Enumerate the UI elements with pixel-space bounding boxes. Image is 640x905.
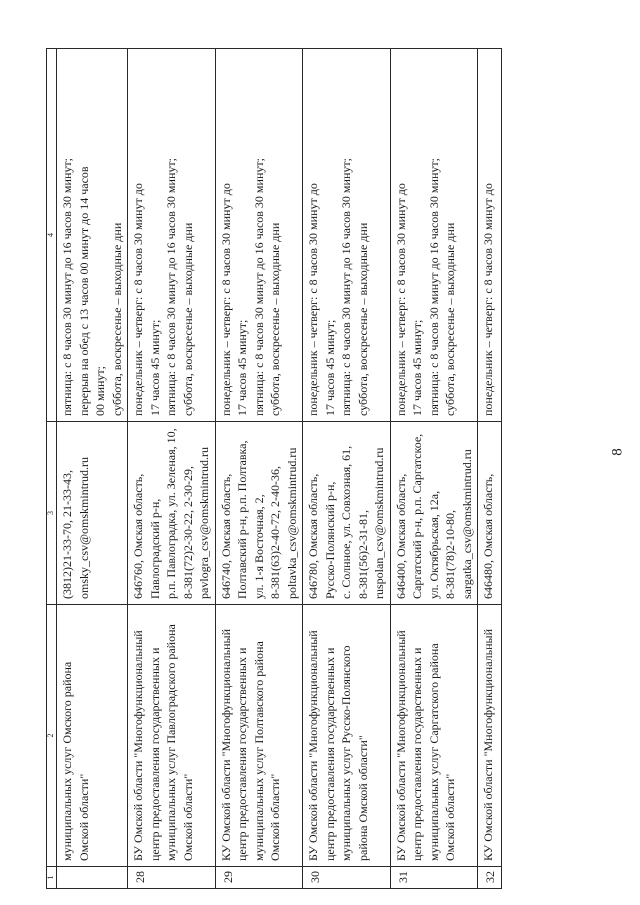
hours-line: пятница: с 8 часов 30 минут до 16 часов 30 минут; bbox=[164, 158, 178, 416]
mfc-offices-table bbox=[46, 48, 502, 889]
hours-line: 17 часов 45 минут; bbox=[410, 319, 424, 416]
contact-line: 8-381(56)2-31-81, bbox=[355, 510, 370, 599]
contact-cell bbox=[303, 422, 391, 605]
table-row bbox=[303, 49, 391, 889]
hours-cell bbox=[57, 49, 128, 422]
organization-line: БУ Омской области "Многофункциональный bbox=[393, 630, 408, 861]
contact-cell bbox=[478, 422, 502, 605]
hours-line: суббота, воскресенье – выходные дни bbox=[443, 222, 457, 416]
row-number bbox=[57, 867, 128, 889]
contact-line: Полтавский р-н, р.п. Полтавка, bbox=[235, 440, 249, 599]
hours-line: пятница: с 8 часов 30 минут до 16 часов 30 минут; bbox=[426, 158, 441, 416]
organization-line: муниципальных услуг Саргатского района bbox=[426, 643, 441, 861]
organization-line: Омской области" bbox=[180, 773, 195, 861]
organization-cell bbox=[128, 605, 216, 867]
column-header: 1 bbox=[47, 867, 57, 889]
contact-cell bbox=[57, 422, 128, 605]
hours-line: понедельник – четверг: с 8 часов 30 минут до bbox=[306, 183, 320, 416]
contact-line: 646760, Омская область, bbox=[131, 473, 145, 599]
contact-cell bbox=[215, 422, 303, 605]
contact-line: (3812)21-33-70, 21-33-43, bbox=[60, 470, 74, 599]
row-number: 29 bbox=[215, 867, 303, 889]
table-row bbox=[57, 49, 128, 889]
hours-line: суббота, воскресенье – выходные дни bbox=[109, 222, 124, 416]
contact-line: 8-381(63)2-40-72, 2-40-36, bbox=[268, 466, 282, 599]
hours-line: пятница: с 8 часов 30 минут до 16 часов 30 минут; bbox=[251, 158, 266, 416]
hours-line: 17 часов 45 минут; bbox=[322, 319, 337, 416]
contact-line: ruspolan_csv@omskmintrud.ru bbox=[372, 447, 386, 599]
contact-line: pavlogra_csv@omskmintrud.ru bbox=[197, 446, 211, 599]
contact-line: omsky_csv@omskmintrud.ru bbox=[76, 456, 91, 599]
column-header: 2 bbox=[47, 605, 57, 867]
contact-line: 8-381(72)2-30-22, 2-30-29, bbox=[180, 466, 195, 599]
hours-cell bbox=[215, 49, 303, 422]
contact-line: sargatka_csv@omskmintrud.ru bbox=[459, 449, 474, 599]
hours-line: 17 часов 45 минут; bbox=[147, 319, 162, 416]
contact-line: с. Солнное, ул. Совхозная, 61, bbox=[339, 445, 353, 599]
contact-line: 8-381(78)2-10-80, bbox=[443, 510, 457, 599]
organization-line: Омской области" bbox=[443, 773, 457, 861]
row-number: 32 bbox=[478, 867, 502, 889]
contact-line: Русско-Полянский р-н, bbox=[322, 481, 337, 599]
table-row bbox=[215, 49, 303, 889]
organization-cell bbox=[303, 605, 391, 867]
contact-line: 646740, Омская область, bbox=[218, 473, 233, 599]
page-number: 8 bbox=[609, 448, 626, 456]
hours-cell bbox=[128, 49, 216, 422]
contact-line: р.п. Павлоградка, ул. Зеленая, 10, bbox=[164, 428, 178, 599]
organization-line: центр предоставления государственных и bbox=[322, 647, 337, 861]
contact-line: Саргатский р-н, р.п. Саргатское, bbox=[410, 433, 424, 599]
column-number-header-row bbox=[47, 49, 57, 889]
row-number: 28 bbox=[128, 867, 216, 889]
hours-line: суббота, воскресенье – выходные дни bbox=[355, 222, 370, 416]
contact-line: poltavka_csv@omskmintrud.ru bbox=[284, 447, 299, 599]
organization-line: центр предоставления государственных и bbox=[147, 647, 162, 861]
organization-line: района Омской области" bbox=[355, 735, 370, 861]
organization-line: Омской области" bbox=[76, 773, 91, 861]
organization-line: Омской области" bbox=[268, 773, 282, 861]
hours-cell bbox=[478, 49, 502, 422]
organization-cell bbox=[215, 605, 303, 867]
organization-cell bbox=[478, 605, 502, 867]
hours-line: понедельник – четверг: с 8 часов 30 минут до bbox=[481, 183, 495, 416]
contact-line: Павлоградский р-н, bbox=[147, 498, 162, 599]
contact-line: 646480, Омская область, bbox=[481, 473, 495, 599]
hours-line: 17 часов 45 минут; bbox=[235, 319, 249, 416]
hours-line: понедельник – четверг: с 8 часов 30 минут до bbox=[218, 183, 233, 416]
organization-line: муниципальных услуг Русско-Полянского bbox=[339, 645, 353, 861]
hours-line: суббота, воскресенье – выходные дни bbox=[180, 222, 195, 416]
organization-line: муниципальных услуг Павлоградского района bbox=[164, 624, 178, 861]
row-number: 30 bbox=[303, 867, 391, 889]
contact-cell bbox=[128, 422, 216, 605]
table-row bbox=[390, 49, 478, 889]
hours-line: пятница: с 8 часов 30 минут до 16 часов 30 минут; bbox=[60, 158, 74, 416]
organization-line: БУ Омской области "Многофункциональный bbox=[131, 630, 145, 861]
contact-line: ул. 1-я Восточная, 2, bbox=[251, 494, 266, 599]
hours-line: пятница: с 8 часов 30 минут до 16 часов 30 минут; bbox=[339, 158, 353, 416]
hours-line: 00 минут; bbox=[93, 365, 107, 416]
organization-line: муниципальных услуг Омского района bbox=[60, 661, 74, 861]
column-header: 4 bbox=[47, 49, 57, 422]
table-row bbox=[478, 49, 502, 889]
contact-line: ул. Октябрьская, 12а, bbox=[426, 490, 441, 599]
organization-line: КУ Омской области "Многофункциональный bbox=[218, 628, 233, 861]
organization-line: БУ Омской области "Многофункциональный bbox=[306, 630, 320, 861]
row-number: 31 bbox=[390, 867, 478, 889]
organization-cell bbox=[57, 605, 128, 867]
organization-line: центр предоставления государственных и bbox=[235, 647, 249, 861]
table-row bbox=[128, 49, 216, 889]
contact-cell bbox=[390, 422, 478, 605]
column-header: 3 bbox=[47, 422, 57, 605]
contact-line: 646400, Омская область, bbox=[393, 473, 408, 599]
contact-line: 646780, Омская область, bbox=[306, 473, 320, 599]
hours-cell bbox=[303, 49, 391, 422]
hours-line: понедельник – четверг: с 8 часов 30 минут до bbox=[131, 183, 145, 416]
hours-line: перерыв на обед с 13 часов 00 минут до 14 часов bbox=[76, 166, 91, 416]
organization-cell bbox=[390, 605, 478, 867]
organization-line: центр предоставления государственных и bbox=[410, 647, 424, 861]
organization-line: муниципальных услуг Полтавского района bbox=[251, 641, 266, 861]
hours-cell bbox=[390, 49, 478, 422]
hours-line: понедельник – четверг: с 8 часов 30 минут до bbox=[393, 183, 408, 416]
organization-line: КУ Омской области "Многофункциональный bbox=[481, 628, 495, 861]
hours-line: суббота, воскресенье – выходные дни bbox=[268, 222, 282, 416]
